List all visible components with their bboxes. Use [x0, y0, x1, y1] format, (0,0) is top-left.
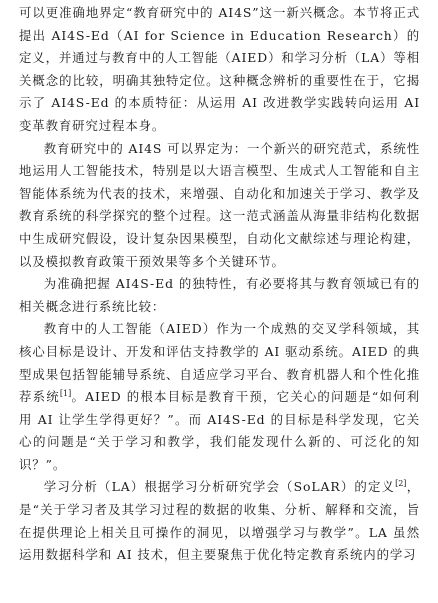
paragraph-aised-definition: 教育研究中的 AI4S 可以界定为：一个新兴的研究范式，系统性地运用人工智能技术，特别是以大语言模型、生成式人工智能和自主智能体系统为代表的技术，来增强、自动化和加速关于学习、教学及教育系统的科学探究的整个过程。这一范式涵盖从海量非结构化数据中生成研究假设，设计复杂因果模型，自动化文献综述与理论构建，以及模拟教育政策干预效果等多个关键环节。 — [19, 140, 420, 269]
citation-marker[interactable]: [1] — [59, 388, 72, 398]
paragraph-aied-comparison — [19, 318, 420, 476]
paragraph-text-segment: 学习分析（LA）根据学习分析研究学会（SoLAR）的定义 — [43, 479, 396, 495]
citation-marker[interactable]: [2] — [395, 479, 407, 489]
paragraph-text-segment: ，是“关于学习者及其学习过程的数据的收集、分析、解释和交流，旨在提供理论上相关且可操作的洞见，以增强学习与教学”。LA 虽然运用数据科学和 AI 技术，但主要聚焦于优化特定教育系统内的学习 — [19, 479, 420, 563]
paragraph-comparison-intro: 为准确把握 AI4S-Ed 的独特性，有必要将其与教育领域已有的相关概念进行系统比较： — [19, 276, 420, 314]
paragraph-text-segment: 。AIED 的根本目标是教育干预，它关心的问题是“如何利用 AI 让学生学得更好？”。而 AI4S-Ed 的目标是科学发现，它关心的问题是“关于学习和教学，我们能发现什么新的、可泛化的知识？”。 — [19, 389, 421, 472]
paragraph-text-segment: 教育中的人工智能（AIED）作为一个成熟的交叉学科领域，其核心目标是设计、开发和评估支持教学的 AI 驱动系统。AIED 的典型成果包括智能辅导系统、自适应学习平台、教育机器人和个性化推荐系统 — [19, 321, 420, 405]
paragraph-aised-definition-intro: 可以更准确地界定“教育研究中的 AI4S”这一新兴概念。本节将正式提出 AI4S-Ed（AI for Science in Education Research）的定义，并通过与教育中的人工智能（AIED）和学习分析（LA）等相关概念的比较，明确其独特定位。这种概念辨析的重要性在于，它揭示了 AI4S-Ed 的本质特征：从运用 AI 改进教学实践转向运用 AI 变革教育研究过程本身。 — [19, 5, 420, 133]
paragraph-la-comparison — [19, 476, 420, 566]
